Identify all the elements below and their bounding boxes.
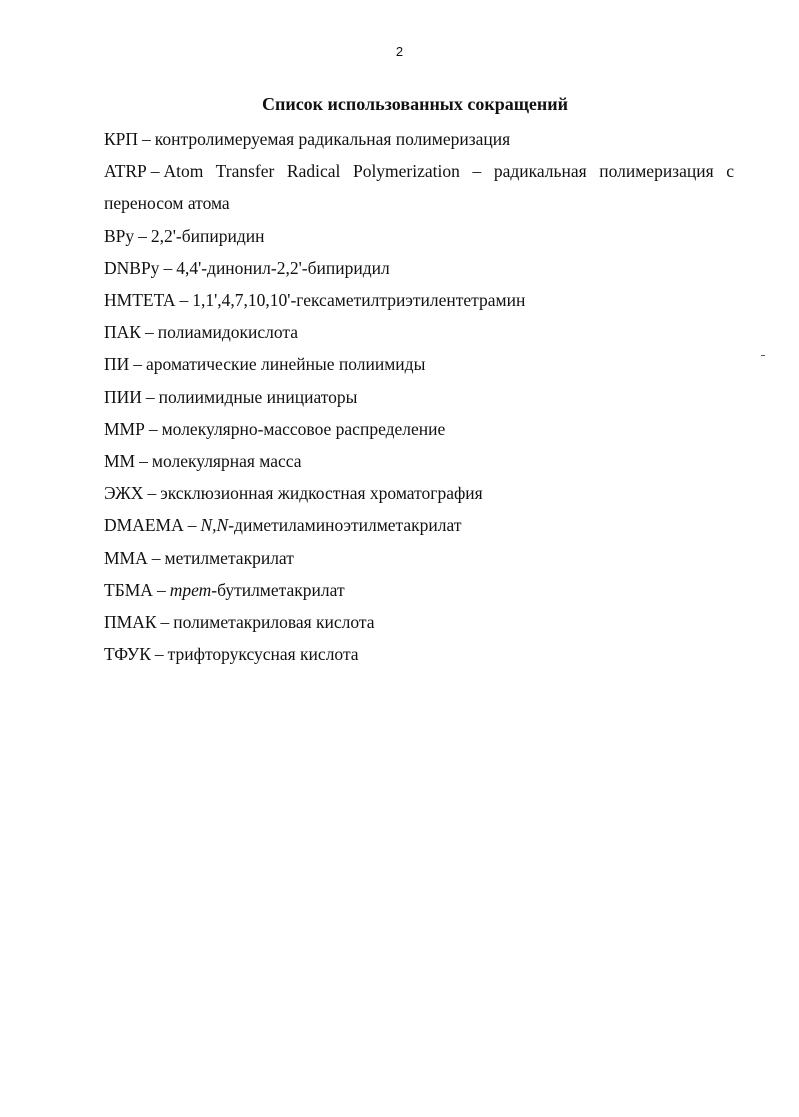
abbreviation-definition: полиметакриловая кислота — [173, 612, 375, 633]
separator-dash: – — [145, 386, 155, 407]
list-item — [104, 252, 734, 284]
scan-speck — [761, 355, 765, 356]
abbreviation-term: ММА — [104, 547, 148, 568]
abbreviation-term: КРП — [104, 129, 139, 149]
list-item — [104, 348, 734, 380]
abbreviation-term: DNBPy — [104, 257, 160, 278]
abbreviation-definition-italic: N,N — [200, 515, 229, 536]
separator-dash: – — [163, 257, 173, 278]
separator-dash: – — [187, 515, 197, 536]
separator-dash: – — [151, 547, 161, 568]
separator-dash: – — [154, 644, 164, 665]
page-number: 2 — [395, 44, 404, 59]
abbreviation-term: ПИ — [104, 354, 130, 375]
separator-dash: – — [133, 354, 143, 375]
page-title: Список использованных сокращений — [261, 94, 569, 114]
list-item — [104, 542, 734, 574]
abbreviation-term: ТБМА — [104, 579, 153, 600]
abbreviation-term: ЭЖХ — [104, 483, 144, 504]
abbreviation-term: ПМАК — [104, 612, 157, 633]
abbreviation-definition: 2,2'-бипиридин — [150, 225, 265, 246]
abbreviation-definition-italic: трет — [169, 579, 212, 600]
separator-dash: – — [142, 129, 151, 149]
abbreviation-term: ММР — [104, 418, 145, 439]
separator-dash: – — [148, 418, 158, 439]
abbreviation-definition: 4,4'-динонил-2,2'-бипиридил — [176, 257, 390, 278]
abbreviation-term: ТФУК — [104, 644, 151, 665]
abbreviation-term: ATRP — [104, 161, 147, 182]
abbreviations-list — [104, 123, 734, 670]
separator-dash: – — [144, 322, 154, 343]
separator-dash: – — [138, 225, 147, 246]
separator-dash: – — [156, 579, 166, 600]
abbreviation-definition: 1,1',4,7,10,10'-гексаметилтриэтилентетрамин — [192, 290, 526, 311]
abbreviation-term: ММ — [104, 451, 136, 472]
abbreviation-definition: молекулярно-массовое распределение — [161, 418, 446, 439]
list-item — [104, 445, 734, 477]
list-item — [104, 220, 734, 252]
separator-dash: – — [179, 290, 189, 311]
abbreviation-definition: эксклюзионная жидкостная хроматография — [160, 483, 483, 504]
separator-dash: – — [160, 612, 170, 633]
list-item — [104, 284, 734, 316]
list-item — [104, 509, 734, 541]
list-item — [104, 155, 734, 219]
abbreviation-definition: ароматические линейные полиимиды — [146, 354, 426, 375]
list-item — [104, 413, 734, 445]
abbreviation-definition: -диметиламиноэтилметакрилат — [228, 515, 462, 536]
abbreviation-term: BPy — [104, 225, 135, 246]
separator-dash: – — [147, 483, 157, 504]
abbreviation-term: HMTETA — [104, 290, 176, 311]
list-item — [104, 123, 734, 155]
abbreviation-definition: полиамидокислота — [157, 322, 299, 343]
abbreviation-definition: трифторуксусная кислота — [167, 644, 359, 665]
separator-dash: – — [150, 161, 160, 182]
abbreviation-definition: контролимеруемая радикальная полимеризация — [154, 129, 511, 149]
abbreviation-definition: -бутилметакрилат — [211, 579, 345, 600]
abbreviation-definition: полиимидные инициаторы — [158, 386, 358, 407]
list-item — [104, 477, 734, 509]
list-item — [104, 381, 734, 413]
list-item — [104, 606, 734, 638]
abbreviation-definition: Atom Transfer Radical Polymerization – радикальная полимеризация с переносом атома — [104, 161, 734, 214]
abbreviation-definition: метилметакрилат — [164, 547, 294, 568]
separator-dash: – — [139, 451, 148, 472]
list-item — [104, 316, 734, 348]
list-item — [104, 574, 734, 606]
abbreviation-definition: молекулярная масса — [151, 451, 302, 472]
abbreviation-term: ПИИ — [104, 386, 142, 407]
abbreviation-term: ПАК — [104, 322, 141, 343]
list-item — [104, 638, 734, 670]
abbreviation-term: DMAEMA — [104, 515, 184, 536]
